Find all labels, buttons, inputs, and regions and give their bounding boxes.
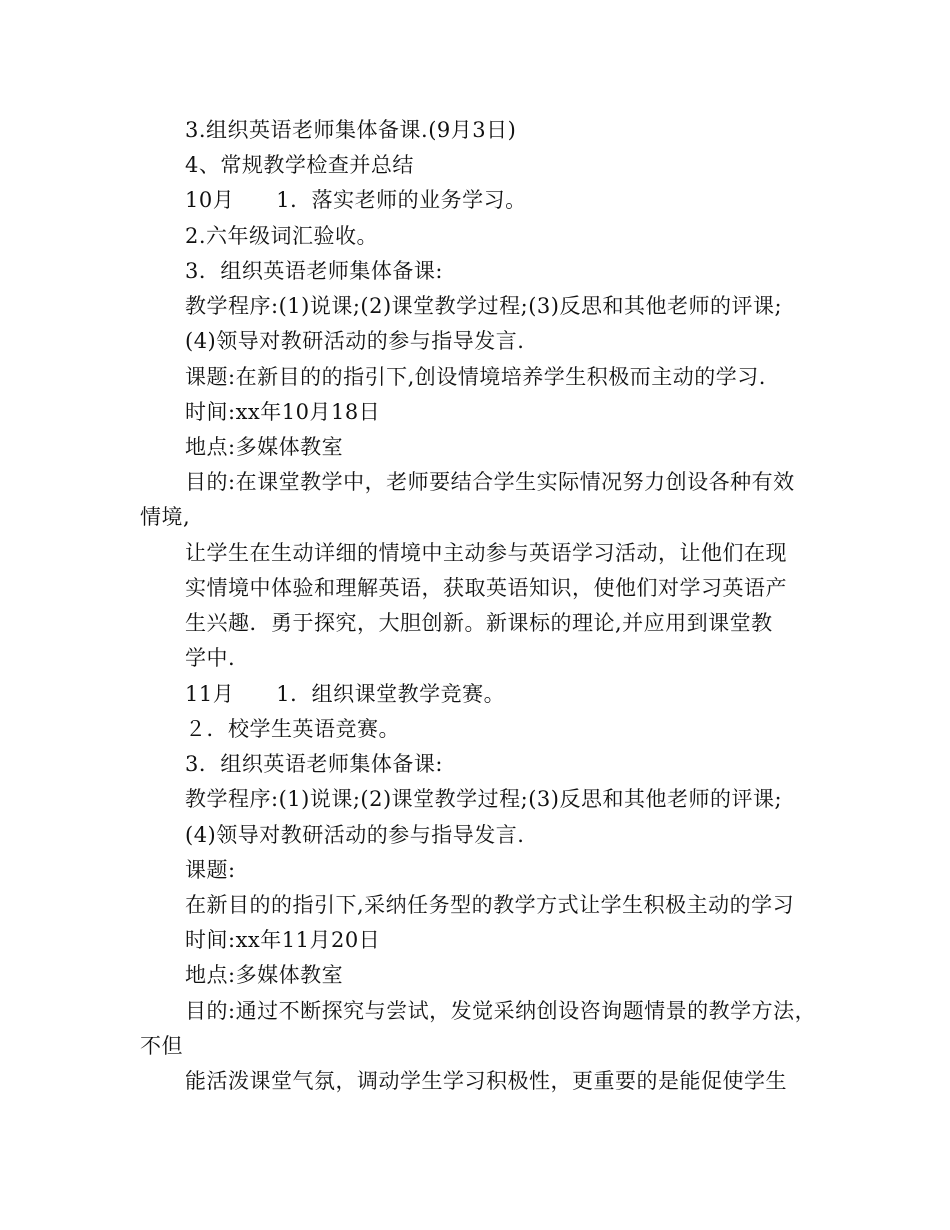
text-line: 情境, — [140, 505, 191, 529]
text-line: 教学程序:(1)说课;(2)课堂教学过程;(3)反思和其他老师的评课; — [185, 294, 783, 318]
month-item: 1．组织课堂教学竞赛。 — [276, 682, 506, 706]
text-line: 目的:在课堂教学中，老师要结合学生实际情况努力创设各种有效 — [185, 470, 795, 494]
month-label: 10月 — [185, 188, 235, 212]
text-line: 3．组织英语老师集体备课: — [185, 752, 443, 776]
text-line: (4)领导对教研活动的参与指导发言. — [185, 329, 525, 353]
text-line: 教学程序:(1)说课;(2)课堂教学过程;(3)反思和其他老师的评课; — [185, 787, 783, 811]
text-line — [185, 183, 527, 217]
text-line: 时间:xx年11月20日 — [185, 928, 381, 952]
text-line: 4、常规教学检查并总结 — [185, 153, 414, 177]
text-line: 课题: — [185, 858, 236, 882]
month-item: 1．落实老师的业务学习。 — [276, 188, 527, 212]
text-line: 2.六年级词汇验收。 — [185, 224, 379, 248]
text-line: (4)领导对教研活动的参与指导发言. — [185, 823, 525, 847]
text-line: 地点:多媒体教室 — [185, 963, 344, 987]
text-line: 时间:xx年10月18日 — [185, 400, 381, 424]
text-line: 在新目的的指引下,采纳任务型的教学方式让学生积极主动的学习 — [185, 893, 795, 917]
text-line: 学中. — [185, 646, 236, 670]
text-line: 不但 — [140, 1034, 183, 1058]
text-line: 地点:多媒体教室 — [185, 435, 344, 459]
text-line: 目的:通过不断探究与尝试，发觉采纳创设咨询题情景的教学方法， — [185, 999, 817, 1023]
text-line: 3.组织英语老师集体备课.(9月3日) — [185, 118, 517, 142]
text-line — [185, 677, 505, 711]
text-line: 让学生在生动详细的情境中主动参与英语学习活动，让他们在现 — [185, 541, 787, 565]
text-line: ２．校学生英语竞赛。 — [185, 717, 400, 741]
text-line: 生兴趣．勇于探究，大胆创新。新课标的理论,并应用到课堂教 — [185, 611, 773, 635]
text-line: 能活泼课堂气氛，调动学生学习积极性，更重要的是能促使学生 — [185, 1069, 787, 1093]
text-line: 3．组织英语老师集体备课: — [185, 259, 443, 283]
month-label: 11月 — [185, 682, 235, 706]
text-line: 课题:在新目的的指引下,创设情境培养学生积极而主动的学习. — [185, 365, 766, 389]
text-line: 实情境中体验和理解英语，获取英语知识，使他们对学习英语产 — [185, 576, 787, 600]
